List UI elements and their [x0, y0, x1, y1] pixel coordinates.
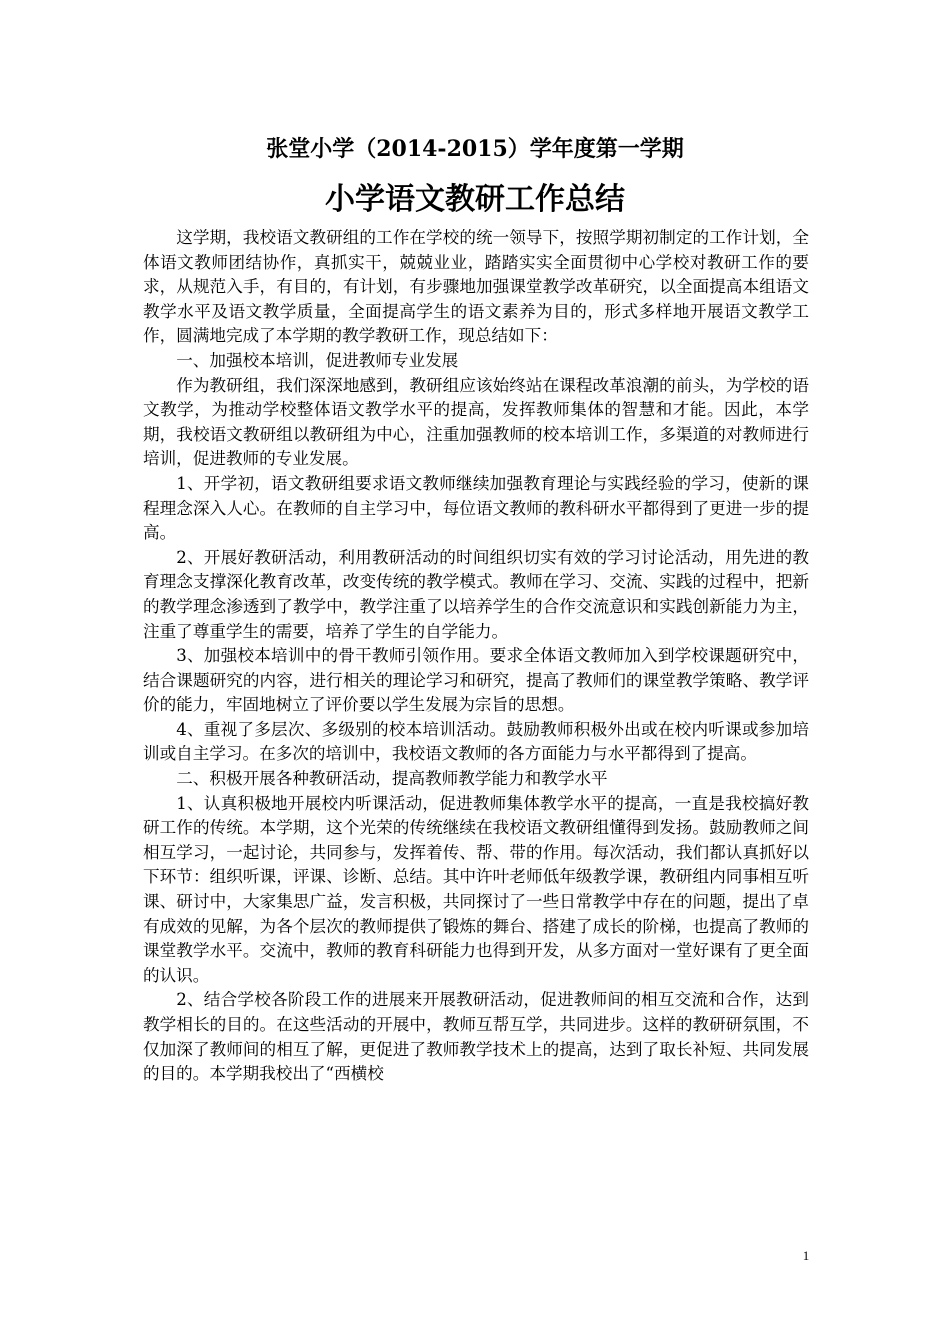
document-title-line2: 小学语文教研工作总结 [325, 182, 625, 217]
paragraph: 2、结合学校各阶段工作的进展来开展教研活动，促进教师间的相互交流和合作，达到教学相长的目的。在这些活动的开展中，教师互帮互学，共同进步。这样的教研研氛围，不仅加深了教师间的相互了解，更促进了教师教学技术上的提高，达到了取长补短、共同发展的目的。本学期我校出了“西横校 [143, 990, 809, 1084]
paragraph: 1、认真积极地开展校内听课活动，促进教师集体教学水平的提高，一直是我校搞好教研工作的传统。本学期，这个光荣的传统继续在我校语文教研组懂得到发扬。鼓励教师之间相互学习，一起讨论，共同参与，发挥着传、帮、带的作用。每次活动，我们都认真抓好以下环节：组织听课，评课、诊断、总结。其中许叶老师低年级教学课，教研组内同事相互听课、研讨中，大家集思广益，发言积极，共同探讨了一些日常教学中存在的问题，提出了卓有成效的见解，为各个层次的教师提供了锻炼的舞台、搭建了成长的阶梯，也提高了教师的课堂教学水平。交流中，教师的教育科研能力也得到开发，从多方面对一堂好课有了更全面的认识。 [143, 793, 809, 985]
paragraph: 3、加强校本培训中的骨干教师引领作用。要求全体语文教师加入到学校课题研究中，结合课题研究的内容，进行相关的理论学习和研究，提高了教师们的课堂教学策略、教学评价的能力，牢固地树立了评价要以学生发展为宗旨的思想。 [143, 646, 809, 715]
page-number: 1 [802, 1248, 810, 1263]
paragraph-intro: 这学期，我校语文教研组的工作在学校的统一领导下，按照学期初制定的工作计划，全体语文教师团结协作，真抓实干，兢兢业业，踏踏实实全面贯彻中心学校对教研工作的要求，从规范入手，有目的，有计划，有步骤地加强课堂教学改革研究，以全面提高本组语文教学水平及语文教学质量，全面提高学生的语文素养为目的，形式多样地开展语文教学工作，圆满地完成了本学期的教学教研工作，现总结如下： [143, 228, 809, 346]
section-heading-1: 一、加强校本培训，促进教师专业发展 [176, 350, 459, 370]
document-title-line1: 张堂小学（2014-2015）学年度第一学期 [266, 136, 684, 162]
paragraph: 作为教研组，我们深深地感到，教研组应该始终站在课程改革浪潮的前头，为学校的语文教学，为推动学校整体语文教学水平的提高，发挥教师集体的智慧和才能。因此，本学期，我校语文教研组以教研组为中心，注重加强教师的校本培训工作，多渠道的对教师进行培训，促进教师的专业发展。 [143, 375, 809, 469]
document-body [143, 226, 809, 1087]
paragraph: 2、开展好教研活动，利用教研活动的时间组织切实有效的学习讨论活动，用先进的教育理念支撑深化教育改革，改变传统的教学模式。教师在学习、交流、实践的过程中，把新的教学理念渗透到了教学中，教学注重了以培养学生的合作交流意识和实践创新能力为主，注重了尊重学生的需要，培养了学生的自学能力。 [143, 547, 809, 641]
section-heading-2: 二、积极开展各种教研活动，提高教师教学能力和教学水平 [176, 769, 608, 789]
paragraph: 4、重视了多层次、多级别的校本培训活动。鼓励教师积极外出或在校内听课或参加培训或自主学习。在多次的培训中，我校语文教师的各方面能力与水平都得到了提高。 [143, 719, 809, 764]
paragraph: 1、开学初，语文教研组要求语文教师继续加强教育理论与实践经验的学习，使新的课程理念深入人心。在教师的自主学习中，每位语文教师的教科研水平都得到了更进一步的提高。 [143, 473, 809, 543]
